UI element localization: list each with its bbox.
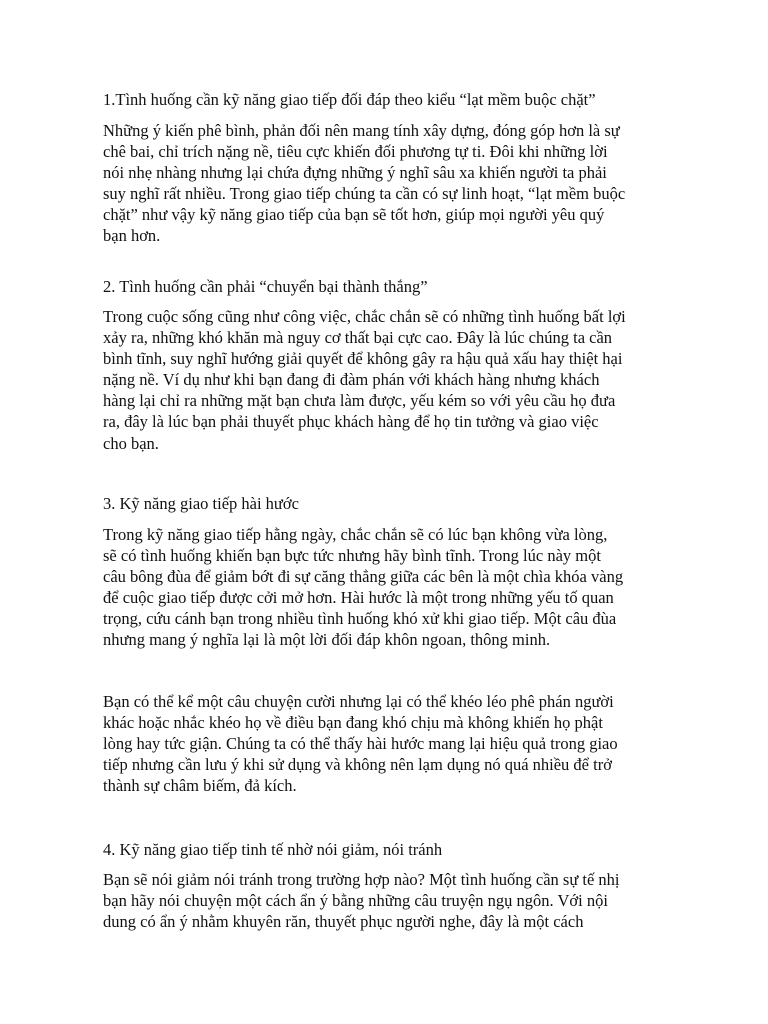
text-line: khác hoặc nhắc khéo họ về điều bạn đang khó chịu mà không khiến họ phật xyxy=(103,713,603,733)
text-line: chặt” như vậy kỹ năng giao tiếp của bạn sẽ tốt hơn, giúp mọi người yêu quý xyxy=(103,205,605,225)
text-line: nặng nề. Ví dụ như khi bạn đang đi đàm phán với khách hàng nhưng khách xyxy=(103,370,600,390)
text-line: cho bạn. xyxy=(103,433,159,453)
text-line: Những ý kiến phê bình, phản đối nên mang tính xây dựng, đóng góp hơn là sự xyxy=(103,121,620,140)
section-1-paragraph-1 xyxy=(103,120,683,247)
section-2-heading: 2. Tình huống cần phải “chuyển bại thành thắng” xyxy=(103,277,428,296)
text-line: để cuộc giao tiếp được cởi mở hơn. Hài hước là một trong những yếu tố quan xyxy=(103,588,614,608)
text-line: Trong kỹ năng giao tiếp hằng ngày, chắc chắn sẽ có lúc bạn không vừa lòng, xyxy=(103,525,608,544)
section-3-paragraph-1 xyxy=(103,524,683,651)
text-line: xảy ra, những khó khăn mà nguy cơ thất bại cực cao. Đây là lúc chúng ta cần xyxy=(103,328,613,348)
text-line: trọng, cứu cánh bạn trong nhiều tình huống khó xử khi giao tiếp. Một câu đùa xyxy=(103,609,617,629)
text-line: hàng lại chỉ ra những mặt bạn chưa làm được, yếu kém so với yêu cầu họ đưa xyxy=(103,391,616,411)
text-line: suy nghĩ rất nhiều. Trong giao tiếp chúng ta cần có sự linh hoạt, “lạt mềm buộc xyxy=(103,184,626,204)
text-line: lòng hay tức giận. Chúng ta có thể thấy hài hước mang lại hiệu quả trong giao xyxy=(103,734,618,754)
text-line: sẽ có tình huống khiến bạn bực tức nhưng hãy bình tĩnh. Trong lúc này một xyxy=(103,546,601,566)
section-3-paragraph-2 xyxy=(103,691,683,796)
text-line: chê bai, chỉ trích nặng nề, tiêu cực khiến đối phương tự ti. Đôi khi những lời xyxy=(103,142,608,162)
section-4-paragraph-1 xyxy=(103,869,683,932)
text-line: Trong cuộc sống cũng như công việc, chắc chắn sẽ có những tình huống bất lợi xyxy=(103,307,626,326)
text-line: bạn hơn. xyxy=(103,226,161,246)
section-4-heading: 4. Kỹ năng giao tiếp tinh tế nhờ nói giảm, nói tránh xyxy=(103,840,443,859)
text-line: thành sự châm biếm, đả kích. xyxy=(103,776,297,796)
section-3-heading: 3. Kỹ năng giao tiếp hài hước xyxy=(103,494,299,513)
section-2-paragraph-1 xyxy=(103,306,683,454)
text-line: câu bông đùa để giảm bớt đi sự căng thẳng giữa các bên là một chìa khóa vàng xyxy=(103,567,624,587)
text-line: dung có ẩn ý nhằm khuyên răn, thuyết phục người nghe, đây là một cách xyxy=(103,912,584,932)
text-line: nói nhẹ nhàng nhưng lại chứa đựng những ý nghĩ sâu xa khiến người ta phải xyxy=(103,163,607,183)
text-line: bạn hãy nói chuyện một cách ẩn ý bằng những câu truyện ngụ ngôn. Với nội xyxy=(103,891,608,911)
text-line: tiếp nhưng cần lưu ý khi sử dụng và không nên lạm dụng nó quá nhiều để trở xyxy=(103,755,612,775)
text-line: bình tĩnh, suy nghĩ hướng giải quyết để không gây ra hậu quả xấu hay thiệt hại xyxy=(103,349,623,369)
text-line: nhưng mang ý nghĩa lại là một lời đối đáp khôn ngoan, thông minh. xyxy=(103,630,551,650)
text-line: Bạn có thể kể một câu chuyện cười nhưng lại có thể khéo léo phê phán người xyxy=(103,692,614,711)
text-line: ra, đây là lúc bạn phải thuyết phục khách hàng để họ tin tưởng và giao việc xyxy=(103,412,599,432)
section-1-heading: 1.Tình huống cần kỹ năng giao tiếp đối đáp theo kiểu “lạt mềm buộc chặt” xyxy=(103,90,596,109)
text-line: Bạn sẽ nói giảm nói tránh trong trường hợp nào? Một tình huống cần sự tế nhị xyxy=(103,870,620,889)
